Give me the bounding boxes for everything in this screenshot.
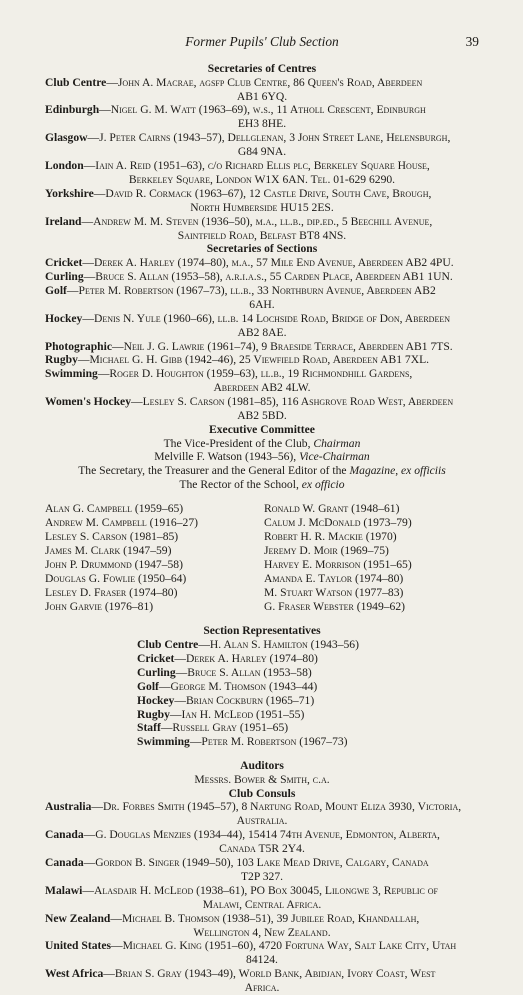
entry-label: Swimming — [45, 367, 98, 381]
committee-member: Robert H. R. Mackie (1970) — [264, 529, 397, 543]
committee-officers: The Secretary, the Treasurer and the General Editor of the Magazine, ex officiis — [78, 464, 446, 478]
list-item — [137, 708, 479, 722]
entry-text: —Derek A. Harley (1974–80) — [174, 651, 318, 665]
entry-label: Swimming — [137, 735, 190, 749]
representatives-list — [137, 638, 479, 749]
entry-label: Rugby — [45, 353, 78, 367]
auditors-text: Messrs. Bower & Smith, c.a. — [194, 772, 330, 786]
entry-label: Staff — [137, 721, 161, 735]
entry-label: Rugby — [137, 707, 170, 721]
entry-text: —Peter M. Robertson (1967–73) — [189, 735, 348, 749]
centres-list — [45, 76, 479, 243]
entry-continuation: Berkeley Square, London W1X 6AN. Tel. 01-629 6290. — [128, 172, 396, 186]
entry-label: Curling — [137, 665, 176, 679]
entry-continuation: T2P 327. — [240, 869, 284, 883]
committee-member: Jeremy D. Moir (1969–75) — [264, 543, 389, 557]
entry-label: Photographic — [45, 339, 112, 353]
entry-continuation: North Humberside HU15 2ES. — [190, 200, 334, 214]
list-item — [45, 912, 479, 940]
entry-label: Women's Hockey — [45, 395, 131, 409]
list-item — [45, 284, 479, 312]
committee-member: Lesley D. Fraser (1974–80) — [45, 585, 178, 599]
entry-continuation: Aberdeen AB2 4LW. — [213, 381, 311, 395]
entry-text: —David R. Cormack (1963–67), 12 Castle Drive, South Cave, Brough, — [93, 186, 432, 200]
list-item — [45, 76, 479, 104]
list-item — [45, 312, 479, 340]
list-item — [45, 270, 479, 284]
committee-member: Ronald W. Grant (1948–61) — [264, 502, 400, 516]
list-item — [137, 666, 479, 680]
centres-heading: Secretaries of Centres — [207, 62, 317, 75]
entry-text: —Russell Gray (1951–65) — [160, 721, 289, 735]
entry-label: Golf — [45, 283, 67, 297]
list-item — [45, 800, 479, 828]
entry-text: —Derek A. Harley (1974–80), m.a., 57 Mile End Avenue, Aberdeen AB2 4PU. — [82, 256, 454, 270]
entry-text: —Michael G. H. Gibb (1942–46), 25 Viewfield Road, Aberdeen AB1 7XL. — [77, 353, 430, 367]
entry-continuation: AB2 5BD. — [237, 409, 287, 423]
list-item — [45, 884, 479, 912]
entry-continuation: Canada T5R 2Y4. — [219, 842, 305, 856]
entry-label: Glasgow — [45, 131, 88, 145]
committee-members — [45, 502, 479, 613]
list-item — [45, 367, 479, 395]
running-head — [45, 35, 479, 53]
entry-text: —Lesley S. Carson (1981–85), 116 Ashgrove Road West, Aberdeen — [131, 395, 454, 409]
entry-text: —Ian H. McLeod (1951–55) — [169, 707, 305, 721]
running-title: Former Pupils' Club Section — [185, 34, 339, 49]
entry-label: Canada — [45, 855, 84, 869]
page-body — [45, 62, 479, 995]
entry-label: Curling — [45, 269, 84, 283]
consuls-heading: Club Consuls — [228, 786, 296, 800]
entry-continuation: Saintfield Road, Belfast BT8 4NS. — [177, 228, 347, 242]
entry-label: Edinburgh — [45, 103, 100, 117]
entry-text: —Iain A. Reid (1951–63), c/o Richard Ellis plc, Berkeley Square House, — [83, 159, 430, 173]
entry-text: —Nigel G. M. Watt (1963–69), w.s., 11 Atholl Crescent, Edinburgh — [99, 103, 426, 117]
committee-member: M. Stuart Watson (1977–83) — [264, 585, 404, 599]
entry-label: Club Centre — [45, 75, 107, 89]
list-item — [45, 131, 479, 159]
committee-members-left — [45, 502, 260, 613]
committee-member: Harvey E. Morrison (1951–65) — [264, 557, 412, 571]
entry-text: —Bruce S. Allan (1953–58) — [175, 665, 312, 679]
list-item — [45, 215, 479, 243]
list-item — [45, 159, 479, 187]
list-item — [137, 680, 479, 694]
entry-continuation: Wellington 4, New Zealand. — [193, 925, 331, 939]
entry-label: New Zealand — [45, 911, 111, 925]
list-item — [137, 735, 479, 749]
entry-text: —G. Douglas Menzies (1934–44), 15414 74th Avenue, Edmonton, Alberta, — [83, 828, 440, 842]
committee-member: Andrew M. Campbell (1916–27) — [45, 516, 198, 530]
entry-continuation: Australia. — [236, 814, 288, 828]
entry-continuation: 84124. — [246, 953, 278, 967]
entry-continuation: Africa. — [244, 981, 280, 995]
entry-text: —Gordon B. Singer (1949–50), 103 Lake Mead Drive, Calgary, Canada — [83, 855, 429, 869]
page-number: 39 — [465, 34, 479, 49]
committee-member: James M. Clark (1947–59) — [45, 543, 172, 557]
entry-label: Cricket — [45, 256, 83, 270]
committee-member: Amanda E. Taylor (1974–80) — [264, 571, 404, 585]
entry-text: —Michael G. King (1951–60), 4720 Fortuna Way, Salt Lake City, Utah — [111, 939, 457, 953]
list-item — [45, 828, 479, 856]
consuls-list — [45, 800, 479, 995]
entry-continuation: EH3 8HE. — [237, 117, 287, 131]
entry-label: Yorkshire — [45, 186, 94, 200]
sections-list — [45, 256, 479, 423]
list-item — [45, 187, 479, 215]
entry-label: Cricket — [137, 651, 175, 665]
committee-member: John P. Drummond (1947–58) — [45, 557, 183, 571]
entry-label: United States — [45, 939, 112, 953]
list-item — [45, 256, 479, 270]
list-item — [45, 340, 479, 354]
committee-member: Alan G. Campbell (1959–65) — [45, 502, 184, 516]
list-item — [45, 103, 479, 131]
entry-text: —Neil J. G. Lawrie (1961–74), 9 Braeside Terrace, Aberdeen AB1 7TS. — [112, 339, 453, 353]
committee-members-right — [260, 502, 479, 613]
entry-label: London — [45, 159, 84, 173]
list-item — [45, 856, 479, 884]
committee-member: Calum J. McDonald (1973–79) — [264, 516, 412, 530]
list-item — [45, 395, 479, 423]
entry-text: —Alasdair H. McLeod (1938–61), PO Box 30045, Lilongwe 3, Republic of — [82, 883, 438, 897]
entry-continuation: 6AH. — [249, 297, 275, 311]
committee-chairman: The Vice-President of the Club, Chairman — [163, 436, 361, 450]
committee-vice-chairman: Melville F. Watson (1943–56), Vice-Chairman — [154, 450, 370, 464]
entry-text: —H. Alan S. Hamilton (1943–56) — [198, 638, 359, 651]
entry-label: Hockey — [137, 693, 175, 707]
entry-text: —Bruce S. Allan (1953–58), a.r.i.a.s., 55 Carden Place, Aberdeen AB1 1UN. — [83, 269, 453, 283]
committee-member: John Garvie (1976–81) — [45, 599, 154, 613]
committee-heading: Executive Committee — [209, 422, 315, 436]
entry-label: Australia — [45, 800, 92, 814]
list-item — [45, 353, 479, 367]
list-item — [137, 721, 479, 735]
entry-continuation: Malawi, Central Africa. — [202, 897, 322, 911]
entry-label: Canada — [45, 828, 84, 842]
committee-member: G. Fraser Webster (1949–62) — [264, 599, 406, 613]
entry-text: —Roger D. Houghton (1959–63), ll.b., 19 Richmondhill Gardens, — [97, 367, 413, 381]
auditors-heading: Auditors — [240, 759, 284, 773]
committee-member: Lesley S. Carson (1981–85) — [45, 529, 179, 543]
entry-label: Malawi — [45, 883, 83, 897]
entry-text: —George M. Thomson (1943–44) — [158, 679, 318, 693]
committee-rector: The Rector of the School, ex officio — [179, 478, 345, 492]
entry-text: —Brian Cockburn (1965–71) — [174, 693, 315, 707]
entry-text: —Peter M. Robertson (1967–73), ll.b., 33 Northburn Avenue, Aberdeen AB2 — [66, 283, 436, 297]
committee-member: Douglas G. Fowlie (1950–64) — [45, 571, 187, 585]
entry-text: —Michael B. Thomson (1938–51), 39 Jubilee Road, Khandallah, — [110, 911, 420, 925]
entry-text: —Denis N. Yule (1960–66), ll.b. 14 Lochside Road, Bridge of Don, Aberdeen — [82, 311, 451, 325]
list-item — [137, 652, 479, 666]
representatives-heading: Section Representatives — [203, 624, 321, 638]
entry-label: Golf — [137, 679, 159, 693]
entry-label: Hockey — [45, 311, 83, 325]
entry-label: Ireland — [45, 214, 82, 228]
entry-text: —Brian S. Gray (1943–49), World Bank, Abidjan, Ivory Coast, West — [103, 967, 436, 981]
sections-heading: Secretaries of Sections — [206, 242, 318, 256]
entry-continuation: G84 9NA. — [237, 145, 287, 159]
entry-continuation: AB2 8AE. — [237, 325, 287, 339]
entry-label: Club Centre — [137, 638, 199, 651]
list-item — [45, 939, 479, 967]
list-item — [137, 638, 479, 652]
entry-text: —J. Peter Cairns (1943–57), Dellglenan, 3 John Street Lane, Helensburgh, — [87, 131, 451, 145]
entry-label: West Africa — [45, 967, 104, 981]
list-item — [137, 694, 479, 708]
entry-text: —Dr. Forbes Smith (1945–57), 8 Nartung Road, Mount Eliza 3930, Victoria, — [91, 800, 462, 814]
entry-continuation: AB1 6YQ. — [236, 89, 288, 103]
entry-text: —Andrew M. M. Steven (1936–50), m.a., ll.b., dip.ed., 5 Beechill Avenue, — [81, 214, 433, 228]
list-item — [45, 967, 479, 995]
entry-text: —John A. Macrae, agsfp Club Centre, 86 Queen's Road, Aberdeen — [106, 75, 423, 89]
